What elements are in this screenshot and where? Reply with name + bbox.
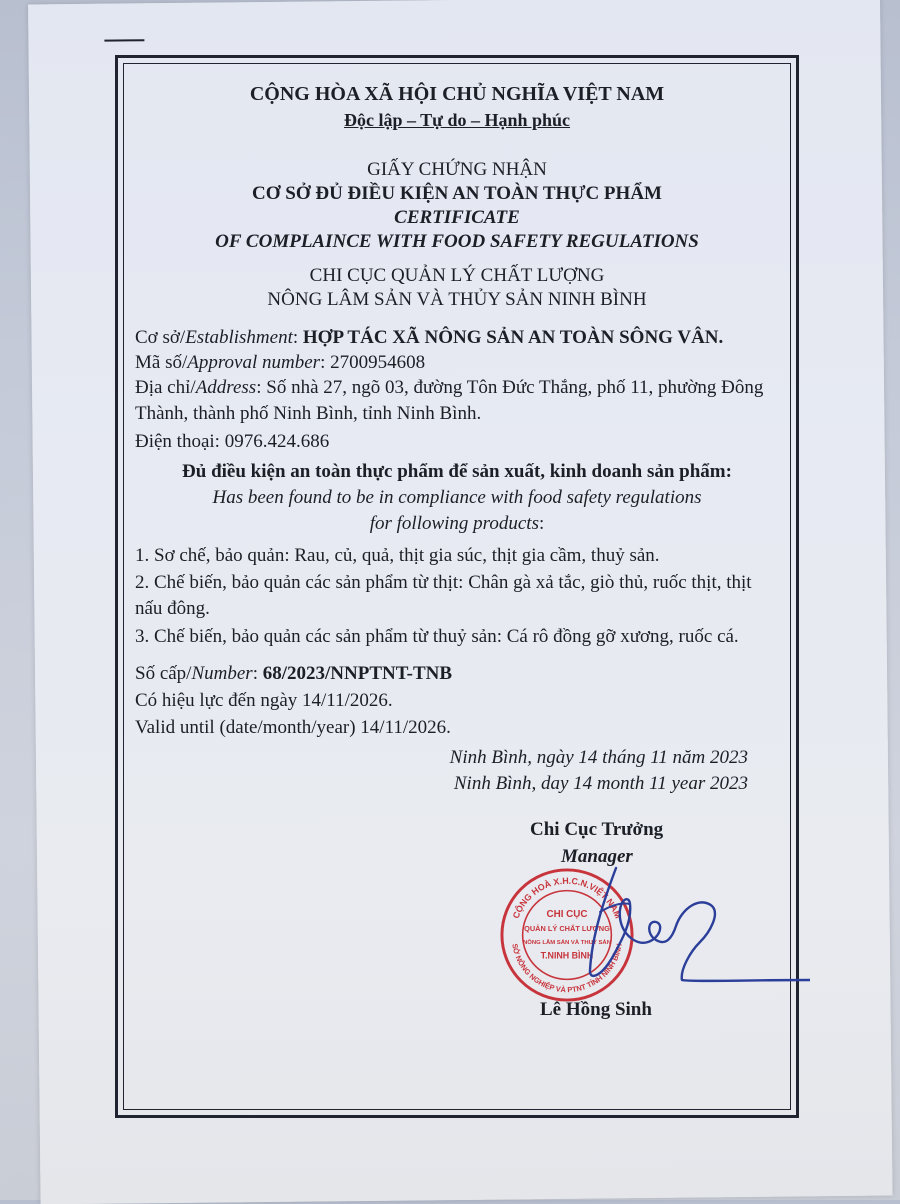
number-sep: : (252, 663, 263, 684)
address-label-vn: Địa chỉ/ (135, 377, 196, 398)
address-row (135, 376, 763, 400)
issuer-line-1: CHI CỤC QUẢN LÝ CHẤT LƯỢNG (309, 265, 605, 286)
approval-row (135, 351, 425, 375)
establishment-label-vn: Cơ sở/ (135, 327, 186, 348)
signature-icon (560, 860, 810, 1000)
motto: Độc lập – Tự do – Hạnh phúc (343, 110, 571, 130)
signatory-title-vn: Chi Cục Trưởng (530, 819, 664, 840)
stamp-center-2: QUẢN LÝ CHẤT LƯỢNG (524, 924, 610, 934)
compliance-en-1: Has been found to be in compliance with food safety regulations (212, 487, 702, 508)
title-en-2: OF COMPLAINCE WITH FOOD SAFETY REGULATIONS (215, 231, 699, 252)
stamp-ring-top: CỘNG HOÀ X.H.C.N.VIỆT NAM (510, 875, 624, 920)
product-3: 3. Chế biến, bảo quản các sản phẩm từ thuỷ sản: Cá rô đồng gỡ xương, ruốc cá. (135, 626, 739, 647)
title-vn-2: CƠ SỞ ĐỦ ĐIỀU KIỆN AN TOÀN THỰC PHẨM (252, 183, 662, 204)
compliance-en-colon: : (538, 513, 545, 534)
issuer-line-2: NÔNG LÂM SẢN VÀ THỦY SẢN NINH BÌNH (267, 289, 647, 310)
product-2-line-2: nấu đông. (135, 598, 210, 619)
stamp-center-4: T.NINH BÌNH (540, 950, 594, 961)
address-label-en: Address (195, 377, 257, 398)
address-value-2: Thành, thành phố Ninh Bình, tỉnh Ninh Bình. (135, 403, 482, 424)
title-vn-1: GIẤY CHỨNG NHẬN (367, 159, 547, 180)
product-1: 1. Sơ chế, bảo quản: Rau, củ, quả, thịt gia súc, thịt gia cầm, thuỷ sản. (135, 545, 660, 566)
address-value-1: : Số nhà 27, ngõ 03, đường Tôn Đức Thắng, phố 11, phường Đông (256, 377, 764, 398)
validity-en: Valid until (date/month/year) 14/11/2026. (135, 717, 451, 738)
stamp-ring-bottom: SỞ NÔNG NGHIỆP VÀ PTNT TỈNH NINH BÌNH (510, 942, 624, 995)
number-row (135, 662, 452, 686)
date-vn: Ninh Bình, ngày 14 tháng 11 năm 2023 (449, 747, 748, 768)
number-value: 68/2023/NNPTNT-TNB (262, 663, 453, 684)
approval-label-vn: Mã số/ (135, 352, 188, 373)
establishment-label-en: Establishment (185, 327, 293, 348)
validity-vn: Có hiệu lực đến ngày 14/11/2026. (135, 690, 393, 711)
signatory-title-en: Manager (561, 846, 633, 867)
number-label-en: Number (191, 663, 253, 684)
compliance-vn: Đủ điều kiện an toàn thực phẩm để sản xuất, kinh doanh sản phẩm: (182, 461, 732, 482)
compliance-en-2 (118, 512, 796, 536)
stamp-center-1: CHI CỤC (546, 909, 588, 921)
approval-label-en: Approval number (187, 352, 321, 373)
number-label-vn: Số cấp/ (135, 663, 192, 684)
paper-mark (104, 39, 144, 41)
stamp-center-3: NÔNG LÂM SẢN VÀ THUỶ SẢN (523, 939, 611, 946)
establishment-sep: : (292, 327, 299, 348)
title-en-1: CERTIFICATE (394, 207, 520, 228)
country-heading: CỘNG HÒA XÃ HỘI CHỦ NGHĨA VIỆT NAM (249, 83, 665, 105)
product-2-line-1: 2. Chế biến, bảo quản các sản phẩm từ thịt: Chân gà xả tắc, giò thủ, ruốc thịt, thịt (135, 572, 752, 593)
signatory-name: Lê Hồng Sinh (540, 999, 652, 1020)
compliance-en-2-text: for following products (369, 513, 539, 534)
establishment-value: HỢP TÁC XÃ NÔNG SẢN AN TOÀN SÔNG VÂN. (298, 327, 724, 348)
date-en: Ninh Bình, day 14 month 11 year 2023 (453, 773, 748, 794)
phone: Điện thoại: 0976.424.686 (135, 431, 330, 452)
approval-value: : 2700954608 (320, 352, 426, 373)
establishment-row (135, 326, 723, 350)
